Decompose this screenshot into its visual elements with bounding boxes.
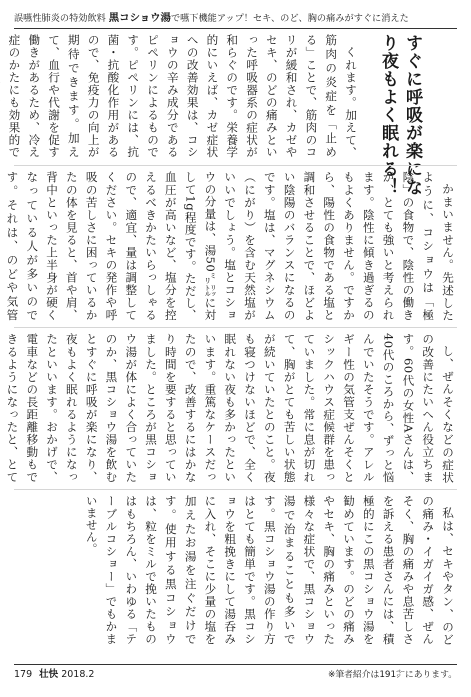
body-tier-4 <box>14 495 457 645</box>
body-text-tier-4: 私は、セキやタン、のどの痛み・イガイガ感、ぜんそく、胸の痛みや息苦しさを訴える患者さんには、積極的にこの黒コショウ湯を勧めています。のどの痛みやセキ、胸の痛みといった様々な症状で、黒コショウ湯で治まることも多いです。黒コショウ湯の作り方はとても簡単です。黒コショウを粗挽きにして湯呑みに入れ、そこに少量の塩を加えたお湯を注ぐだけです。使用する黒コショウは、粒をミルで挽いたものはもちろん、いわゆる「テーブルコショー」でもかまいません。 <box>84 495 455 645</box>
tier-divider <box>14 489 457 490</box>
body-tier-3 <box>5 333 457 483</box>
author-note: ※筆者紹介は191㌻にあります。 <box>327 670 457 680</box>
header-tail: で嚥下機能アップ！セキ、のど、胸の痛みがすぐに消えた <box>170 13 409 24</box>
magazine-name: 壮快 <box>39 669 59 680</box>
body-text-tier-2: かまいません。先述したように、コショウは「極陰」の食物で、陰性の働きが、とても強いと考えられます。陰性に傾き過ぎるのもよくありません。ですから、陽性の食物である塩と調和させることで、ほどよい陰陽のバランスになるのです。塩は、マグネシウム（にがり）を含む天然塩がいいでしょう。塩とコショウの分量は、湯50㍉㍑に対して1g程度です。ただし、血圧が高いなど、塩分を控えるべきかたいらっしゃるので、適宜、量は調整してください。セキの発作や呼吸の苦しさに困っているかたの体を見ると、首や肩、背中といった上半身が硬くなっている人が多いのです。それは、のどや気管 <box>5 171 455 321</box>
page-number: 179 <box>14 669 33 680</box>
folio <box>14 665 94 685</box>
page-footer <box>14 664 457 685</box>
tier-divider <box>14 327 457 328</box>
pull-quote-callout: すぐに呼吸が楽になり夜もよく眠れる！ <box>378 34 422 196</box>
body-tier-2 <box>5 171 457 321</box>
header-lead: 誤嚥性肺炎の特効飲料 <box>14 13 109 24</box>
header-highlight: 黒コショウ湯 <box>108 12 171 24</box>
body-text-tier-3: し、ぜんそくなどの症状の改善にたいへん役立ちます。60代の女性Aさんは、40代のころから、ずっと悩んでいたそうです。アレルギー性の気管支ぜんそくとシックハウス症候群を患っていました。常に息が切れて、胸がとても苦しい状態が続いていたとのこと。夜も寝つけないほどで、全く眠れない夜も多かったといいます。重篤なケースだったので、改善するにはかなり時間を要すると思っていました。ところが黒コショウ湯が体によく合っていたのか、黒コショウ湯を飲むとすぐに呼吸が楽になり、夜もよく眠れるようになったといいます。おかげで、電車などの長距離移動もできるようになったと、とて <box>5 333 455 483</box>
body-tier-1 <box>7 34 360 158</box>
issue-date: 2018.2 <box>61 669 95 680</box>
running-header <box>14 10 457 29</box>
tier-divider <box>14 165 457 166</box>
body-text-tier-1: くれます。加えて、筋肉の炎症を「止める」ことで、筋肉のコリが緩和され、カゼやセキ、のどの痛みといった呼吸器系の症状が和らぐのです。栄養学的にいえば、カゼ症状への改善効果は、コショウの辛み成分であるピペリンによるものです。ピペリンには、抗菌・抗酸化作用があるので、免疫力の向上が期待できます。加えて、血行や代謝を促す働きがあるため、冷え症のかたにも効果的で <box>7 34 358 158</box>
